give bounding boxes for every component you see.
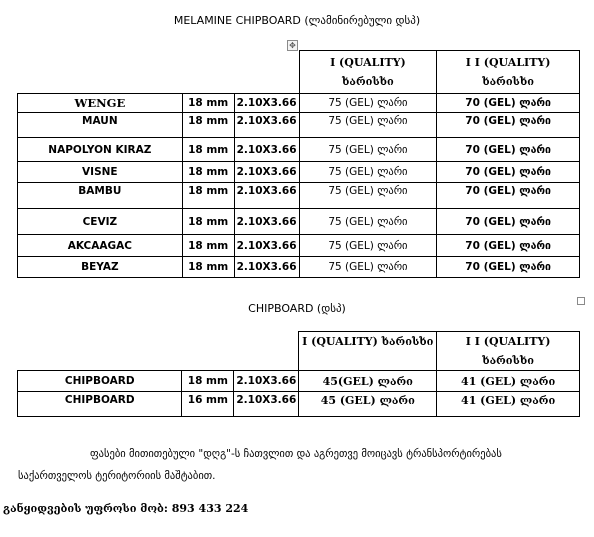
product-name: NAPOLYON KIRAZ	[18, 138, 183, 162]
thickness: 18 mm	[182, 235, 234, 257]
table-header-row	[18, 51, 580, 94]
price-note-line1: ფასები მითითებული "დღგ"-ს ჩათვლით და აგრეთვე მოიცავს ტრანსპორტირებას	[90, 448, 502, 460]
table-resize-handle-icon[interactable]	[577, 297, 585, 305]
board-size: 2.10X3.66	[234, 138, 299, 162]
board-size: 2.10X3.66	[234, 257, 299, 278]
price-quality2: 41 (GEL) ლარი	[437, 371, 580, 392]
product-name: CHIPBOARD	[18, 392, 182, 417]
board-size: 2.10X3.66	[234, 94, 299, 113]
thickness: 16 mm	[182, 392, 234, 417]
table-row	[18, 235, 580, 257]
product-name: BAMBU	[18, 183, 183, 209]
table-row	[18, 183, 580, 209]
sales-contact: განყიდვების უფროსი მობ: 893 433 224	[3, 502, 249, 515]
table-move-handle-icon[interactable]: ✥	[287, 40, 298, 51]
table-header-row	[18, 332, 580, 371]
table-row	[18, 138, 580, 162]
thickness: 18 mm	[182, 209, 234, 235]
price-quality2: 70 (GEL) ლარი	[437, 138, 580, 162]
product-name: VISNE	[18, 162, 183, 183]
table-row	[18, 392, 580, 417]
price-quality1: 75 (GEL) ლარი	[299, 209, 437, 235]
price-quality2: 70 (GEL) ლარი	[437, 113, 580, 138]
price-quality2: 70 (GEL) ლარი	[437, 235, 580, 257]
price-quality1: 75 (GEL) ლარი	[299, 183, 437, 209]
table-row	[18, 113, 580, 138]
price-quality2: 70 (GEL) ლარი	[437, 257, 580, 278]
board-size: 2.10X3.66	[234, 209, 299, 235]
table-row	[18, 162, 580, 183]
product-name: CHIPBOARD	[18, 371, 182, 392]
price-quality1: 45(GEL) ლარი	[299, 371, 437, 392]
price-quality2: 70 (GEL) ლარი	[437, 209, 580, 235]
table-row	[18, 257, 580, 278]
thickness: 18 mm	[182, 371, 234, 392]
table2-title: CHIPBOARD (დსპ)	[248, 302, 346, 315]
quality1-header: I (QUALITY) ხარისხი	[299, 332, 437, 371]
table-row	[18, 371, 580, 392]
quality2-header: I I (QUALITY) ხარისხი	[437, 332, 580, 371]
quality1-header: I (QUALITY) ხარისხი	[299, 51, 437, 94]
melamine-price-table	[17, 50, 580, 278]
thickness: 18 mm	[182, 138, 234, 162]
price-quality1: 45 (GEL) ლარი	[299, 392, 437, 417]
price-quality1: 75 (GEL) ლარი	[299, 94, 437, 113]
thickness: 18 mm	[182, 257, 234, 278]
product-name: MAUN	[18, 113, 183, 138]
product-name: CEVIZ	[18, 209, 183, 235]
board-size: 2.10X3.66	[234, 162, 299, 183]
table-row	[18, 94, 580, 113]
price-quality2: 70 (GEL) ლარი	[437, 94, 580, 113]
product-name: AKCAAGAC	[18, 235, 183, 257]
board-size: 2.10X3.66	[234, 235, 299, 257]
board-size: 2.10X3.66	[234, 392, 299, 417]
price-note	[18, 443, 578, 487]
price-note-line2: საქართველოს ტერიტორიის მაშტაბით.	[18, 470, 216, 482]
product-name: WENGE	[18, 94, 183, 113]
price-quality1: 75 (GEL) ლარი	[299, 162, 437, 183]
thickness: 18 mm	[182, 113, 234, 138]
thickness: 18 mm	[182, 183, 234, 209]
price-quality1: 75 (GEL) ლარი	[299, 113, 437, 138]
board-size: 2.10X3.66	[234, 183, 299, 209]
price-quality1: 75 (GEL) ლარი	[299, 235, 437, 257]
thickness: 18 mm	[182, 94, 234, 113]
thickness: 18 mm	[182, 162, 234, 183]
price-quality2: 41 (GEL) ლარი	[437, 392, 580, 417]
price-quality1: 75 (GEL) ლარი	[299, 257, 437, 278]
price-quality2: 70 (GEL) ლარი	[437, 183, 580, 209]
board-size: 2.10X3.66	[234, 371, 299, 392]
price-quality1: 75 (GEL) ლარი	[299, 138, 437, 162]
table-row	[18, 209, 580, 235]
board-size: 2.10X3.66	[234, 113, 299, 138]
chipboard-price-table	[17, 331, 580, 417]
quality2-header: I I (QUALITY) ხარისხი	[437, 51, 580, 94]
price-quality2: 70 (GEL) ლარი	[437, 162, 580, 183]
product-name: BEYAZ	[18, 257, 183, 278]
table1-title: MELAMINE CHIPBOARD (ლამინირებული დსპ)	[173, 14, 421, 27]
